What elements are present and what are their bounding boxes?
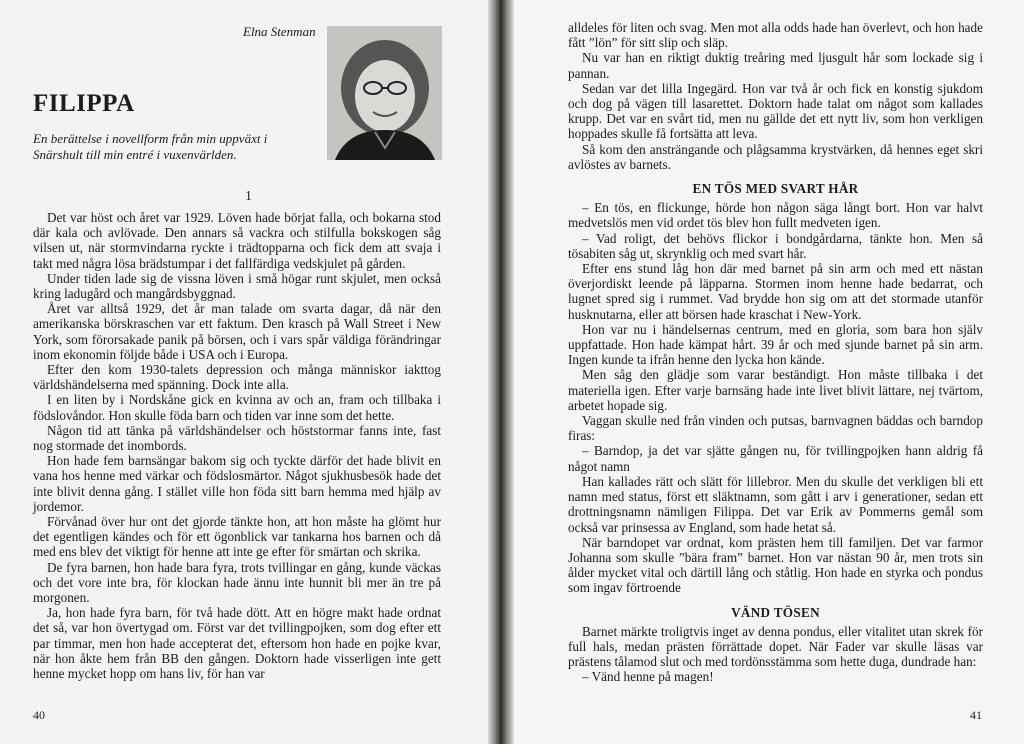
right-body-text [568, 20, 983, 685]
paragraph: Ja, hon hade fyra barn, för två hade dött. Att en högre makt hade ordnat det så, var hon övertygad om. Först var det tvillingpojken, som dog efter ett par timmar, men hon hade accepterat det, eftersom hon hade en pojke kvar, när hon åkte hem från BB den gången. Doktorn hade visserligen inte gett henne mycket hopp om hans liv, för han var [33, 605, 441, 682]
paragraph: Efter ens stund låg hon där med barnet på sin arm och med ett nästan överjordiskt leende på läpparna. Stormen inom henne hade bedarrat, och lugnet spred sig i rummet. Vad brydde hon sig om att det stormade utanför husknutarna, eller att börsen hade kraschat i New-York. [568, 261, 983, 322]
portrait-image [327, 26, 442, 160]
right-page [508, 0, 1024, 744]
paragraph: alldeles för liten och svag. Men mot alla odds hade han överlevt, och hon hade fått ”lön” för sitt slip och släp. [568, 20, 983, 51]
author-portrait [327, 26, 442, 160]
paragraph: Hon hade fem barnsängar bakom sig och tyckte därför det hade blivit en vana hos henne med värkar och födslosmärtor. Något sjukhusbesök hade det inte blivit denna gång. I stället ville hon föda sitt barn hemma med hjälp av jordemor. [33, 453, 441, 514]
page-number-left: 40 [33, 708, 45, 722]
author-name: Elna Stenman [243, 24, 316, 39]
left-page [0, 0, 497, 744]
paragraph: – Vad roligt, det behövs flickor i bondgårdarna, tänkte hon. Men så tösabiten såg ut, skrynklig och med svart hår. [568, 230, 983, 261]
story-subtitle: En berättelse i novellform från min uppväxt i Snärshult till min entré i vuxenvärlden. [33, 131, 268, 162]
chapter-number: 1 [245, 188, 252, 203]
paragraph: Nu var han en riktigt duktig treåring med ljusgult hår som lockade sig i pannan. [568, 50, 983, 81]
paragraph: – Barndop, ja det var sjätte gången nu, för tvillingpojken hann aldrig få något namn [568, 443, 983, 474]
section-heading: VÄND TÖSEN [731, 604, 820, 620]
paragraph: Efter den kom 1930-talets depression och många människor iakttog världshändelserna med spänning. Dock inte alla. [33, 362, 441, 393]
paragraph: Så kom den ansträngande och plågsamma krystvärken, då hennes eget skri avlöstes av barnets. [568, 141, 983, 172]
paragraph: De fyra barnen, hon hade bara fyra, trots tvillingar en gång, kunde väckas och det vore inte bra, för klockan hade ännu inte hunnit bli mer än tre på morgonen. [33, 559, 441, 606]
paragraph: Vaggan skulle ned från vinden och putsas, barnvagnen bäddas och barndop firas: [568, 413, 983, 444]
section-heading: EN TÖS MED SVART HÅR [692, 181, 859, 197]
paragraph: – En tös, en flickunge, hörde hon någon säga långt bort. Hon var halvt medvetslös men vid ordet tös blev hon fullt medveten igen. [568, 200, 983, 231]
paragraph: Hon var nu i händelsernas centrum, med en gloria, som bara hon själv uppfattade. Hon hade kämpat hårt. 39 år och med sjunde barnet på sin arm. Ingen kunde ta ifrån henne den lycka hon kände. [568, 321, 983, 368]
paragraph: Sedan var det lilla Ingegärd. Hon var två år och fick en konstig sjukdom och dog på vägen till lasarettet. Doktorn hade talat om något som kallades krupp. Det var en svårt tid, men nu gällde det ett nytt liv, som hon verkligen hoppades skulle få fortsätta att leva. [568, 80, 983, 142]
paragraph: Barnet märkte troligtvis inget av denna pondus, eller vitalitet utan skrek för full hals, medan prästen förrättade dopet. När Fader var skulle läsas var prästens tålamod slut och med tordönsstämma som hette duga, dundrade han: [568, 623, 983, 670]
paragraph: Förvånad över hur ont det gjorde tänkte hon, att hon måste ha glömt hur det egentligen kändes och för ett ögonblick var tankarna hos barnen och då med ens blev det viktigt för henne att inte ge efter för smärtan och skrika. [33, 514, 441, 560]
paragraph: Han kallades rätt och slätt för lillebror. Men du skulle det verkligen bli ett namn med status, först ett släktnamn, som gått i arv i generationer, sedan ett drottningsnamn nämligen Filippa. Det var Erik av Pommerns gemål som också var prinsessa av England, som hade hetat så. [568, 473, 983, 535]
paragraph: – Vänd henne på magen! [582, 669, 714, 685]
paragraph: Men såg den glädje som varar beständigt. Hon måste tillbaka i det materiella igen. Efter varje barnsäng hade inte livet blivit lättare, nej tvärtom, arbetet hopade sig. [568, 367, 983, 413]
left-body-text [33, 210, 441, 681]
paragraph: I en liten by i Nordskåne gick en kvinna av och an, fram och tillbaka i födslovåndor. Hon skulle föda barn och tiden var inne som det hette. [33, 392, 441, 423]
book-spine-gutter [488, 0, 514, 744]
paragraph: Under tiden lade sig de vissna löven i små högar runt skjulet, men också kring ladugård och mangårdsbyggnad. [33, 270, 441, 302]
paragraph: När barndopet var ordnat, kom prästen hem till familjen. Det var farmor Johanna som skulle ”bära fram” barnet. Hon var nästan 90 år, men trots sin ålder mycket vital och därtill lång och ståtlig. Hon hade en styrka och pondus som ingav förtroende [568, 534, 983, 596]
paragraph: Det var höst och året var 1929. Löven hade börjat falla, och bokarna stod där kala och avlövade. Den annars så vackra och stilfulla bokskogen såg vilsen ut, när stormvindarna ryckte i trädtopparna och fick dem att svaja i takt med några lösa brädstumpar i det fallfärdiga vedskjulet på gården. [33, 210, 441, 271]
paragraph: Året var alltså 1929, det år man talade om svarta dagar, då när den amerikanska börskraschen var ett faktum. Den krasch på Wall Street i New York, som förorsakade panik på börsen, och i vars spår väldiga förändringar inom ekonomin följde både i USA och i Europa. [33, 301, 441, 362]
paragraph: Någon tid att tänka på världshändelser och höststormar fanns inte, fast nog stormade det inombords. [33, 422, 441, 454]
story-title: FILIPPA [33, 90, 135, 117]
page-number-right: 41 [970, 708, 982, 722]
